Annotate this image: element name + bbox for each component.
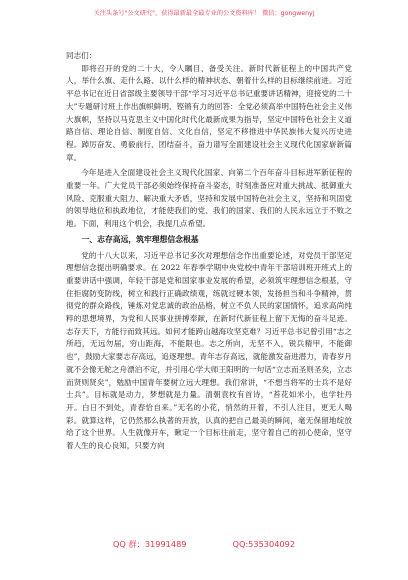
footer [0, 539, 408, 550]
section-heading: 一、志存高远，筑牢理想信念根基 [81, 234, 199, 244]
footer-qq: QQ:535304092 [232, 539, 296, 549]
footer-qq-group: QQ 群：31991489 [112, 539, 187, 549]
paragraph-2: 今年是进入全面建设社会主义现代化国家、向第二个百年奋斗目标进军新征程的重要一年。广大党员干部必须始终保持奋斗姿态，时刻准备应对重大挑战、抵御重大风险、克服重大阻力、解决重大矛盾，坚持和发展中国特色社会主义，坚持和巩固党的领导地位和执政地位，才能使我们的党、我们的国家、我们的人民永远立于不败之地。下面，利用这个机会，我提几点希望。 [66, 168, 352, 229]
section-paragraph-1: 党的十八大以来，习近平总书记多次对理想信念作出重要论述，对党员干部坚定理想信念提出明确要求。在 2022 年春季学期中央党校中青年干部培训班开班式上的重要讲话中强调，年轻干部是党和国家事业发展的希望，必须筑牢理想信念根基，守住拒腐防变防线，树立和践行正确政绩观，练就过硬本领，发扬担当和斗争精神，贯彻党的群众路线，锤炼对党忠诚的政治品格，树立不负人民的家国情怀，追求高尚纯粹的思想境界，为党和人民事业拼搏奉献，在新时代新征程上留下无悔的奋斗足迹。志存天下，方能行而致其远。如何才能跨山越海攻坚克难？习近平总书记曾引用“志之所趋，无远勿届，穷山距海，不能限也。志之所向，无坚不入，锐兵精甲，不能御也”，鼓励大家要志存高远，追逐理想。青年志存高远，就能激发奋进潜力，青春岁月就不会像无舵之舟漂泊不定，并引用心学大师王阳明的一句话“立志而圣则圣矣，立志而贤则贤矣”，勉励中国青年要树立远大理想。我们常讲，“不想当将军的士兵不是好士兵”。目标就是动力，梦想就是力量。清朝袁枚有首诗，“苔花如米小，也学牡丹开。白日不到处，青春恰自来。”无名的小花，悄然的开着，不引人注目，更无人喝彩。就算这样，它仍然那么执著的开放，认真的把自己最美的瞬间，毫无保留地绽放给了这个世界。人生就像开车，瞅定一个目标往前走，坚守着自己的初心使命，坚守着人生的良心良知，只要方向 [66, 250, 352, 451]
greeting: 同志们： [66, 51, 97, 60]
paragraph-1: 即将召开的党的二十大，令人瞩目、备受关注。新时代新征程上的中国共产党人，举什么旗、走什么路、以什么样的精神状态、朝着什么样的目标继续前进。习近平总书记在近日省部级主要领导干部“学习习近平总书记重要讲话精神，迎接党的二十大”专题研讨班上作出旗帜鲜明、铿锵有力的回答：全党必须高举中国特色社会主义伟大旗帜，坚持以马克思主义中国化时代化最新成果为指导，坚定中国特色社会主义道路自信、理论自信、制度自信、文化自信，坚定不移推进中华民族伟大复兴历史进程。踔厉奋发、勇毅前行、团结奋斗，奋力谱写全面建设社会主义现代化国家崭新篇章。 [66, 63, 352, 162]
document-body [66, 50, 352, 453]
header-banner [0, 0, 408, 30]
header-banner-text: 关注头条号"公文研究"，获得最新最全最专业的公文资料库！ 微信：gongwenyj [93, 10, 315, 17]
